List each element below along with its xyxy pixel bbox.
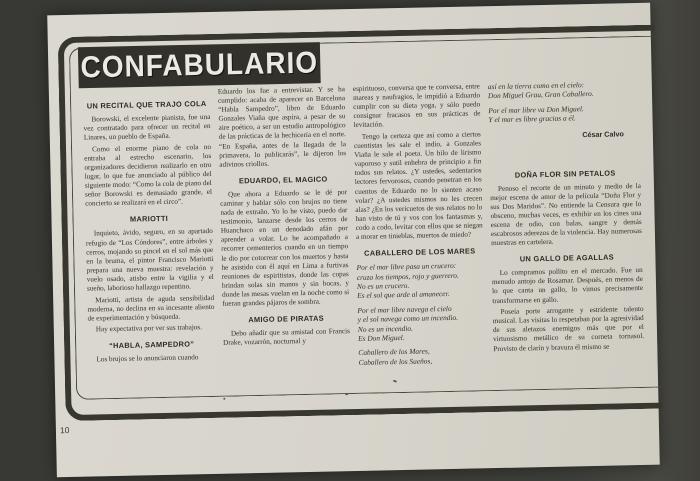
article-paragraph: Mariotti, artista de aguda sensibilidad moderna, no declina en su incesante aliento de experimentación y búsqueda. — [87, 293, 215, 323]
article-paragraph: Los brujos se lo anunciaron cuando — [96, 353, 199, 364]
column-1 — [83, 88, 217, 405]
section-heading: AMIGO DE PIRATAS — [248, 313, 325, 325]
poem-stanza: Por el mar libre pasa un crucero: cruza los tiempos, rojo y guerrero. No es un crucero. Es el sol que arde al amanecer. — [356, 260, 459, 301]
article-paragraph: Poseía porte arrogante y estridente talento musical. Las visitas lo respetaban por la agresividad de sus aletazos enemigos más que por el virtuosismo metálico de su corneta tornasol. Provisto de clarín y bravura él mismo se — [492, 305, 645, 353]
poem-stanza: así en la tierra como en el cielo: Don Miguel Grau, Gran Caballero. — [487, 80, 594, 101]
author-byline: César Calvo — [582, 128, 624, 139]
article-paragraph: Eduardo los fue a entrevistar. Y se ha cumplido: acaba de aparecer en Barcelona “Habla Sampedro”, libro de Eduardo Gonzales Viaña que aspira, a pesar de su aire poético, a ser un estudio antropológico de las prácticas de la hechicería en el norte. “En España, antes de la llegada de la primavera, lo publicarás”, le dijeron los adivinos criollos. — [217, 85, 347, 169]
article-paragraph: Hay expectativa por ver sus trabajos. — [95, 323, 203, 334]
article-paragraph: Tengo la certeza que así como a ciertos cuentistas les sale el indio, a Gonzales Viaña le sale el poeta. Un hilo de lirismo vaporoso y sutil enhebra de principio a fin todos sus relatos. ¿Y ustedes, sedentarios lectores fervorosos, cuando penetran en los cuentos de Eduardo no lo sienten acaso volar? ¿A ustedes mismos no les crecen alas? ¿En los vericuetos de sus relatos no lo han visto de tú y vos con los fantasmas y, codo a codo, levitar con ellos que se niegan a morar en tinieblas, muertos de miedo? — [353, 130, 483, 241]
section-heading: UN RECITAL QUE TRAJO COLA — [86, 99, 207, 111]
column-4 — [488, 79, 646, 396]
section-heading: MARIOTTI — [129, 214, 169, 225]
page-number: 10 — [59, 424, 70, 436]
section-heading: “HABLA, SAMPEDRO” — [108, 339, 195, 351]
article-paragraph: Penoso el recorte de un minuto y medio de la mejor escena de amor de la película “Doña Flor y sus Dos Maridos”. No entiende la Censura que lo obsceno, muchas veces, es exhibir en los cines una escena de odio, con balas, sangre y demás escabrosos aderezos de la violencia. Hay numerosas muestras en cartelera. — [490, 181, 642, 248]
article-paragraph: Lo compramos pollito en el mercado. Fue un menudo antojo de Rosamar. Después, en menos de lo que canta un gallo, lo vimos precisamente transformarse en gallo. — [491, 266, 644, 305]
article-paragraph: Como el enorme piano de cola no entraba al estrecho escenario, los organizadores decidieron realizarlo en otro lugar, lo que fue anunciado al público del siguiente modo: “Como la cola de piano del señor Borowski es demasiado grande, el concierto se realizará en el circo”. — [84, 142, 213, 208]
poem-stanza: Por el mar libre navega el cielo y el sol navega como un incendio. No es un incendio. Es Don Miguel. — [357, 303, 459, 343]
article-paragraph: Borowski, el excelente pianista, fue una vez contratado para ofrecer un recital en Linares, un pueblo de España. — [83, 112, 211, 142]
article-columns — [83, 79, 645, 405]
article-paragraph: espirituoso, conversa que te conversa, entre mareas y naufragios, le impidió a Eduardo cumplir con su dieta yoga, y sólo puedo consignar fracasos en sus prácticas de levitación. — [352, 82, 481, 130]
section-heading: CABALLERO DE LOS MARES — [364, 246, 476, 258]
article-paragraph: Debo añadir que su amistad con Francis Drake, vozarrón, nocturnal y — [223, 327, 350, 347]
paper-speck — [223, 398, 225, 400]
column-3 — [353, 82, 487, 399]
section-heading: UN GALLO DE AGALLAS — [519, 252, 615, 264]
newspaper-page — [47, 3, 660, 478]
poem-stanza: Por el mar libre va Don Miguel. Y el mar es libre gracias a él. — [488, 103, 584, 125]
poem-stanza: Caballero de los Mares, Caballero de los Sueños, — [358, 346, 433, 367]
section-heading: EDUARDO, EL MAGICO — [238, 174, 328, 186]
section-heading: DOÑA FLOR SIN PETALOS — [514, 168, 616, 180]
article-paragraph: Inquieto, ávido, seguro, en su apartado refugio de “Los Cóndores”, entre árboles y cerros, mojando su pincel en el sol más que en la bruma, el pintor Francisco Mariotti prepara una nueva muestra: revelación y vuelo osado, atisbo entre la vigilia y el sueño, laborioso hallazgo repentino. — [85, 227, 214, 293]
article-paragraph: Que ahora a Eduardo se le dé por caminar y hablar sólo con brujos no tiene nada de extraño. Yo lo he visto, puedo dar testimonio, lanzarse desde los cerros de Huanchaco en un denodado afán por aprender a volar. Lo he acompañado a recorrer cementerios cuando en un tiempo le dio por cotorrear con los muertos y hasta he asistido con él aquí en Lima a furtivas reuniones de espiritistas, donde las copas brindan solas sin manos y sin bocas, y donde las mesas vuelan en la noche como si fueran grandes pájaros de sombra. — [220, 187, 350, 308]
column-2 — [218, 85, 352, 402]
paper-speck — [345, 393, 348, 395]
masthead-title: CONFABULARIO — [78, 42, 321, 88]
